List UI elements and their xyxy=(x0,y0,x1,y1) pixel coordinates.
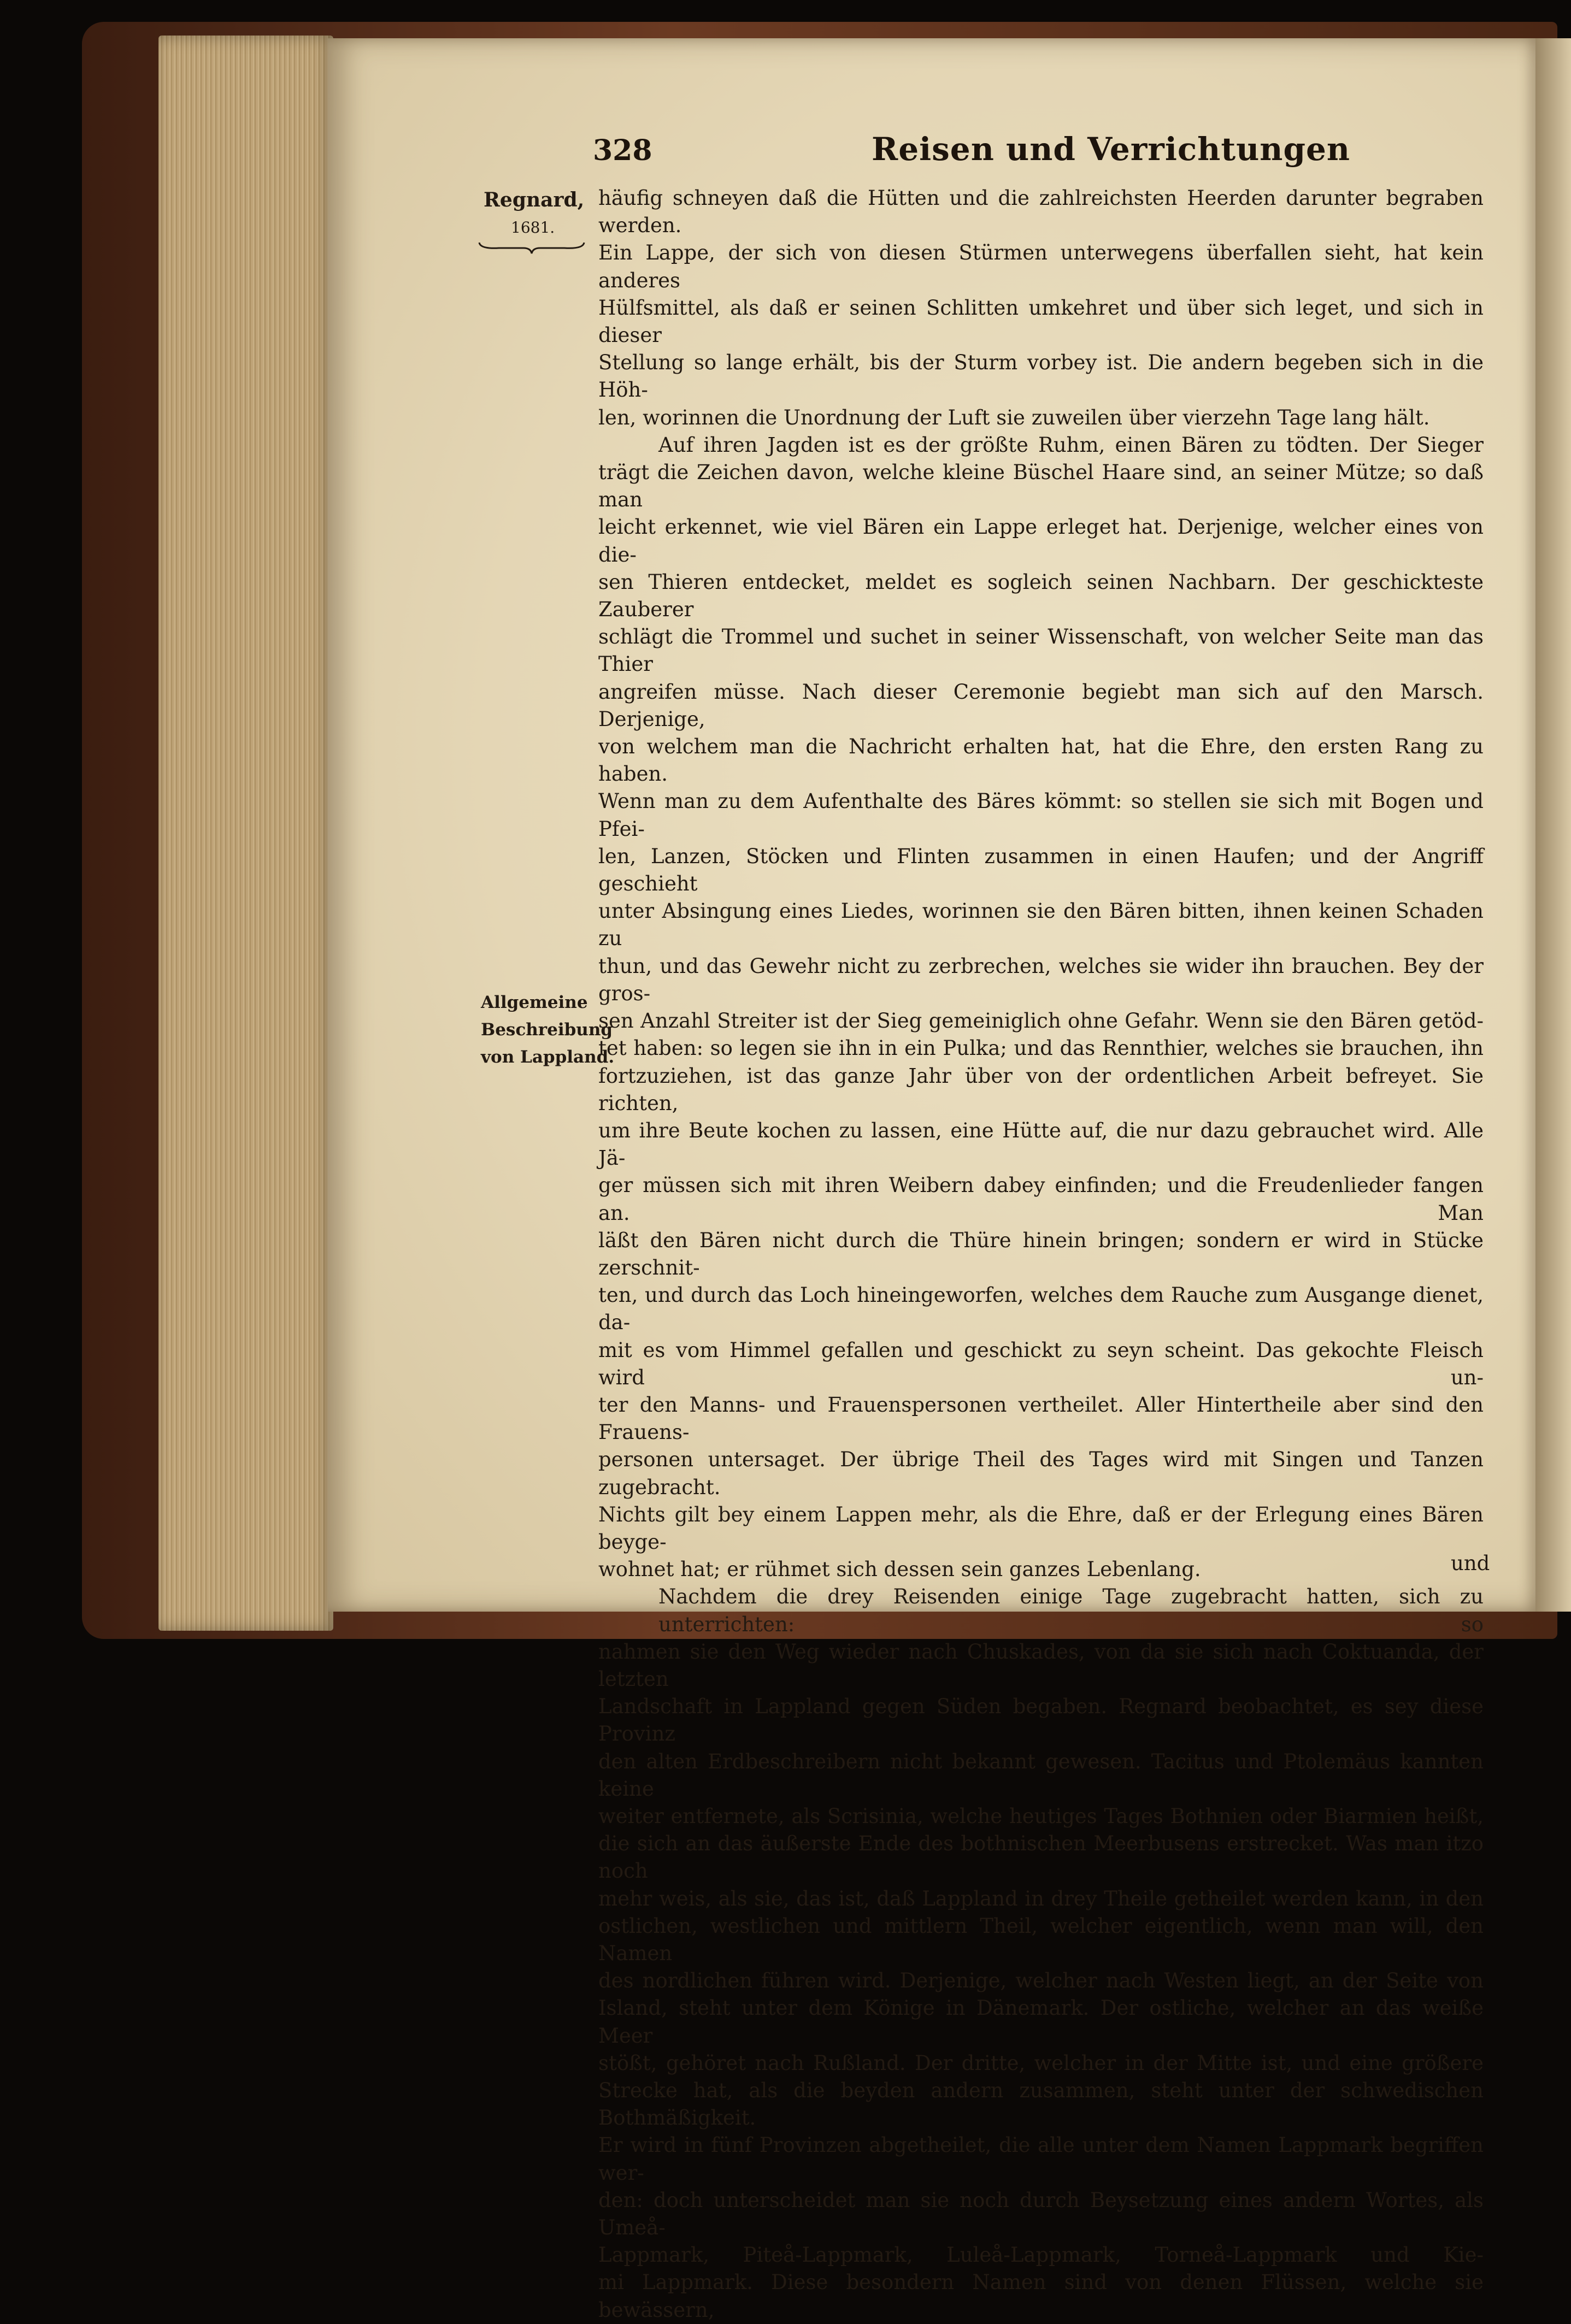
text-line: ostlichen, westlichen und mittlern Theil, welcher eigentlich, wenn man will, den Namen xyxy=(598,1914,1484,1965)
text-line: von welchem man die Nachricht erhalten hat, hat die Ehre, den ersten Rang zu haben. xyxy=(598,735,1484,786)
margin-section-line: von Lappland. xyxy=(481,1047,615,1067)
text-line: sen Anzahl Streiter ist der Sieg gemeiniglich ohne Gefahr. Wenn sie den Bären getöd- xyxy=(598,1009,1484,1033)
text-line: personen untersaget. Der übrige Theil des Tages wird mit Singen und Tanzen zugebracht. xyxy=(598,1448,1484,1499)
text-line: Island, steht unter dem Könige in Dänemark. Der ostliche, welcher an das weiße Meer xyxy=(598,1996,1484,2048)
text-line: nahmen sie den Weg wieder nach Chuskades, von da sie sich nach Coktuanda, der letzten xyxy=(598,1639,1484,1691)
facing-page-edge xyxy=(1535,38,1571,1612)
body-text xyxy=(598,185,1484,2324)
text-line: len, worinnen die Unordnung der Luft sie zuweilen über vierzehn Tage lang hält. xyxy=(598,405,1430,429)
catchword: und xyxy=(1451,1552,1490,1575)
text-line: läßt den Bären nicht durch die Thüre hinein bringen; sondern er wird in Stücke zerschnit- xyxy=(598,1228,1484,1279)
text-line: den: doch unterscheidet man sie noch durch Beysetzung eines andern Wortes, als Umeå- xyxy=(598,2188,1484,2240)
text-line: stößt, gehöret nach Rußland. Der dritte, welcher in der Mitte ist, und eine größere xyxy=(598,2051,1484,2075)
text-line: des nordlichen führen wird. Derjenige, welcher nach Westen liegt, an der Seite von xyxy=(598,1969,1484,1993)
text-line: Auf ihren Jagden ist es der größte Ruhm, einen Bären zu tödten. Der Sieger xyxy=(658,433,1484,457)
text-line: Ein Lappe, der sich von diesen Stürmen unterwegens überfallen sieht, hat kein anderes xyxy=(598,241,1484,292)
page-number: 328 xyxy=(593,134,652,167)
text-line: häufig schneyen daß die Hütten und die zahlreichsten Heerden darunter begraben werden. xyxy=(598,186,1484,238)
text-line: Lappmark, Piteå-Lappmark, Luleå-Lappmark, Torneå-Lappmark und Kie- xyxy=(598,2243,1484,2267)
margin-brace-ornament xyxy=(477,240,586,255)
text-line: Stellung so lange erhält, bis der Sturm vorbey ist. Die andern begeben sich in die Höh- xyxy=(598,351,1484,402)
text-line: Wenn man zu dem Aufenthalte des Bäres kömmt: so stellen sie sich mit Bogen und Pfei- xyxy=(598,789,1484,841)
text-line: die sich an das äußerste Ende des bothnischen Meerbusens erstrecket. Was man itzo noch xyxy=(598,1832,1484,1883)
text-line: mehr weis, als sie, das ist, daß Lappland in drey Theile getheilet werden kann, in den xyxy=(598,1886,1484,1910)
text-line: mit es vom Himmel gefallen und geschickt zu seyn scheint. Das gekochte Fleisch wird un- xyxy=(598,1338,1484,1389)
text-line: trägt die Zeichen davon, welche kleine Büschel Haare sind, an seiner Mütze; so daß man xyxy=(598,461,1484,512)
text-line: den alten Erdbeschreibern nicht bekannt gewesen. Tacitus und Ptolemäus kannten keine xyxy=(598,1749,1484,1801)
text-line: len, Lanzen, Stöcken und Flinten zusammen in einen Haufen; und der Angriff geschieht xyxy=(598,844,1484,896)
text-line: angreifen müsse. Nach dieser Ceremonie begiebt man sich auf den Marsch. Derjenige, xyxy=(598,680,1484,731)
margin-section-note xyxy=(481,989,614,1071)
margin-section-line: Allgemeine xyxy=(481,993,588,1012)
text-line: sen Thieren entdecket, meldet es sogleich seinen Nachbarn. Der geschickteste Zauberer xyxy=(598,570,1484,622)
text-line: leicht erkennet, wie viel Bären ein Lappe erleget hat. Derjenige, welcher eines von die- xyxy=(598,515,1484,567)
text-line: Er wird in fünf Provinzen abgetheilet, die alle unter dem Namen Lappmark begriffen wer- xyxy=(598,2133,1484,2185)
text-line: um ihre Beute kochen zu lassen, eine Hütte auf, die nur dazu gebrauchet wird. Alle Jä- xyxy=(598,1118,1484,1170)
text-line: Landschaft in Lappland gegen Süden begaben. Regnard beobachtet, es sey diese Provinz xyxy=(598,1695,1484,1746)
text-line: Nachdem die drey Reisenden einige Tage zugebracht hatten, sich zu unterrichten: so xyxy=(658,1585,1484,1636)
text-line: weiter entfernete, als Scrisinia, welche heutiges Tages Bothnien oder Biarmien heißt, xyxy=(598,1804,1484,1828)
text-line: Strecke hat, als die beyden andern zusammen, steht unter der schwedischen Bothmäßigkeit. xyxy=(598,2079,1484,2130)
margin-year: 1681. xyxy=(511,219,555,237)
text-line: tet haben: so legen sie ihn in ein Pulka; und das Rennthier, welches sie brauchen, ihn xyxy=(598,1036,1484,1060)
text-line: schlägt die Trommel und suchet in seiner Wissenschaft, von welcher Seite man das Thier xyxy=(598,625,1484,676)
text-line: mi Lappmark. Diese besondern Namen sind von denen Flüssen, welche sie bewässern, xyxy=(598,2270,1484,2322)
text-line: Hülfsmittel, als daß er seinen Schlitten umkehret und über sich leget, und sich in dieser xyxy=(598,296,1484,347)
margin-section-line: Beschreibung xyxy=(481,1020,613,1040)
text-line: Nichts gilt bey einem Lappen mehr, als die Ehre, daß er der Erlegung eines Bären beyge- xyxy=(598,1502,1484,1554)
margin-author: Regnard, xyxy=(484,188,585,211)
page-edges xyxy=(158,36,333,1631)
text-line: ten, und durch das Loch hineingeworfen, welches dem Rauche zum Ausgange dienet, da- xyxy=(598,1283,1484,1335)
text-line: ter den Manns- und Frauenspersonen vertheilet. Aller Hintertheile aber sind den Frauens- xyxy=(598,1393,1484,1444)
text-line: wohnet hat; er rühmet sich dessen sein ganzes Lebenlang. xyxy=(598,1558,1201,1582)
text-line: ger müssen sich mit ihren Weibern dabey einfinden; und die Freudenlieder fangen an. Man xyxy=(598,1173,1484,1225)
running-head: Reisen und Verrichtungen xyxy=(872,131,1351,168)
text-line: fortzuziehen, ist das ganze Jahr über von der ordentlichen Arbeit befreyet. Sie richten, xyxy=(598,1064,1484,1115)
page-header xyxy=(593,131,1522,178)
text-line: thun, und das Gewehr nicht zu zerbrechen, welches sie wider ihn brauchen. Bey der gros- xyxy=(598,954,1484,1005)
text-line: unter Absingung eines Liedes, worinnen sie den Bären bitten, ihnen keinen Schaden zu xyxy=(598,899,1484,951)
